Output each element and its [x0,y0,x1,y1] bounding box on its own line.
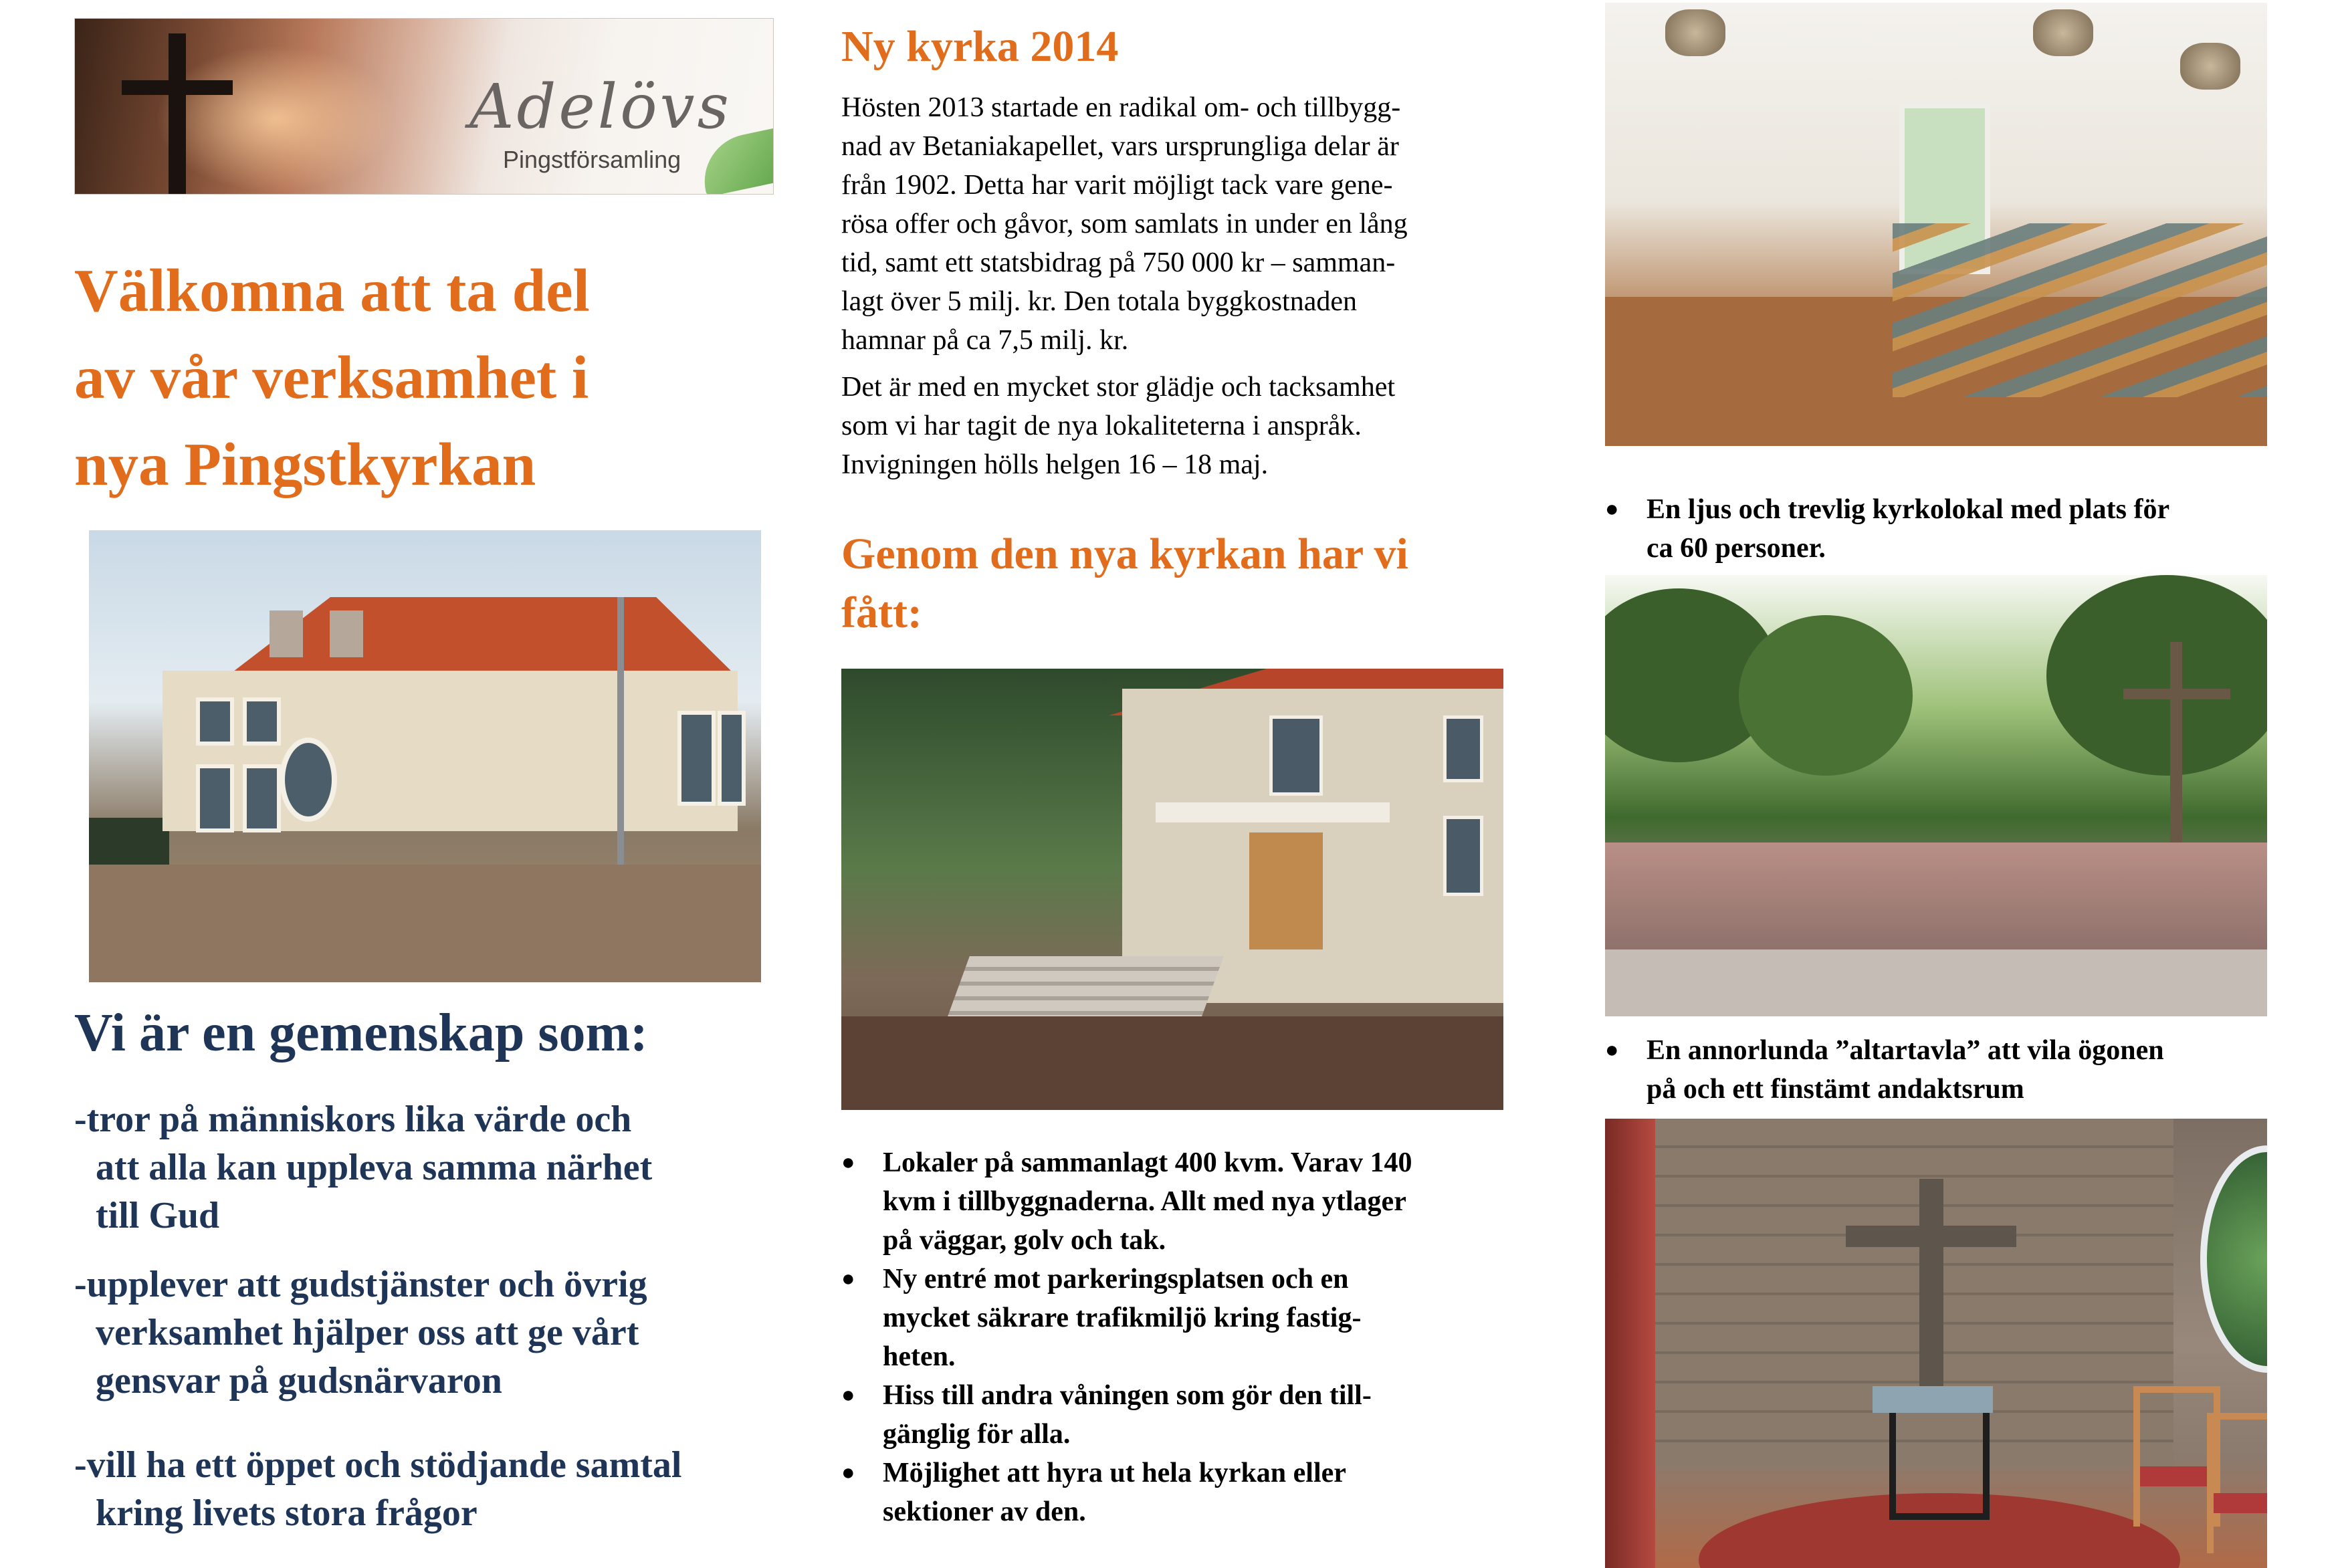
cross-icon [1919,1179,1943,1399]
community-heading: Vi är en gemenskap som: [74,1004,648,1062]
benefits-heading: Genom den nya kyrkan har vi fått: [841,530,1408,637]
cross-icon [169,33,186,194]
church-logo [74,18,774,195]
bullet-icon: ● [841,1460,855,1485]
church-hall-photo [1605,3,2267,446]
new-church-paragraph-2: Det är med en mycket stor glädje och tacksamhet som vi har tagit de nya lokaliteterna i anspråk. Invigningen hölls helgen 16 – 18 maj. [841,372,1396,480]
belief-item: -upplever att gudstjänster och övrig verksamhet hjälper oss att ge vårt gensvar på gudsnärvaron [74,1264,647,1402]
logo-subtitle: Pingstförsamling [503,146,681,173]
list-item: ● Lokaler på sammanlagt 400 kvm. Varav 140 kvm i tillbyggnaderna. Allt med nya ytlager på väggar, golv och tak. [841,1143,1544,1260]
bullet-icon: ● [841,1383,855,1408]
prayer-room-photo [1605,1119,2267,1568]
list-item: ● En ljus och trevlig kyrkolokal med plats för ca 60 personer. [1605,490,2334,568]
hall-caption-list [1605,490,2334,568]
church-exterior-photo [89,530,761,982]
church-entrance-photo [841,669,1503,1110]
cross-icon [2170,642,2182,863]
list-item: ● Möjlighet att hyra ut hela kyrkan eller sektioner av den. [841,1454,1544,1531]
logo-brand: Adelövs [469,71,732,142]
main-heading: Välkomna att ta del av vår verksamhet i nya Pingstkyrkan [74,257,590,498]
altar-caption-list [1605,1031,2334,1109]
belief-item: -vill ha ett öppet och stödjande samtal kring livets stora frågor [74,1444,682,1534]
bullet-icon: ● [1605,497,1619,522]
bullet-icon: ● [1605,1038,1619,1062]
list-item: ● Ny entré mot parkeringsplatsen och en mycket säkrare trafikmiljö kring fastig- heten. [841,1260,1544,1376]
new-church-paragraph-1: Hösten 2013 startade en radikal om- och tillbygg- nad av Betaniakapellet, vars ursprungliga delar är från 1902. Detta har varit möjligt tack vare gene- rösa offer och gåvor, som samlats in under en lång tid, samt ett statsbidrag på 750 000 kr – samman- lagt över 5 milj. kr. Den totala byggkostnaden hamnar på ca 7,5 milj. kr. [841,92,1408,356]
new-church-title: Ny kyrka 2014 [841,22,1119,71]
belief-item: -tror på människors lika värde och att alla kan uppleva samma närhet till Gud [74,1099,653,1236]
benefits-list [841,1143,1544,1531]
list-item: ● En annorlunda ”altartavla” att vila ögonen på och ett finstämt andaktsrum [1605,1031,2334,1109]
list-item: ● Hiss till andra våningen som gör den till- gänglig för alla. [841,1376,1544,1454]
garden-altar-photo [1605,575,2267,1016]
bullet-icon: ● [841,1266,855,1291]
bullet-icon: ● [841,1150,855,1175]
